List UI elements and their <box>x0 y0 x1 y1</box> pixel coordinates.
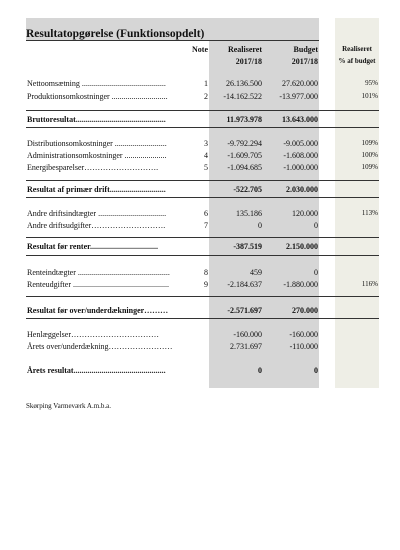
row-label: Nettoomsætning .......................................... <box>27 79 166 88</box>
row-label: Distributionsomkostninger .......................... <box>27 139 167 148</box>
row-label: Årets resultat.............................................. <box>27 366 166 375</box>
row-realiseret: 2.731.697 <box>230 342 262 351</box>
row-label: Andre driftsindtægter .................................. <box>27 209 167 218</box>
budget-year-header: 2017/18 <box>291 57 318 66</box>
row-label: Administrationsomkostninger ..................... <box>27 151 167 160</box>
row-pct: 95% <box>365 79 378 87</box>
realiseret-year-header: 2017/18 <box>235 57 262 66</box>
row-pct: 101% <box>361 92 378 100</box>
row-budget: -160.000 <box>289 330 318 339</box>
row-resultat-primaer-drift <box>0 184 400 195</box>
row-andre-driftsindtaegter <box>0 208 400 219</box>
note-header: Note <box>192 45 208 54</box>
budget-header: Budget <box>293 45 318 54</box>
row-label: Energibesparelser………………………. <box>27 163 159 172</box>
row-realiseret: 26.136.500 <box>226 79 262 88</box>
row-administrationsomkostninger <box>0 150 400 161</box>
row-note: 6 <box>204 209 208 218</box>
pct-subheader: % af budget <box>338 57 376 65</box>
row-resultat-foer-overdaekning <box>0 305 400 316</box>
rule <box>26 237 379 238</box>
row-note: 5 <box>204 163 208 172</box>
row-label: Resultat før renter.................................. <box>27 242 158 251</box>
row-pct: 113% <box>361 209 378 217</box>
row-realiseret: -387.519 <box>233 242 262 251</box>
rule <box>26 197 379 198</box>
row-budget: 27.620.000 <box>282 79 318 88</box>
page-title: Resultatopgørelse (Funktionsopdelt) <box>26 28 205 40</box>
row-budget: 13.643.000 <box>282 115 318 124</box>
row-budget: 0 <box>314 268 318 277</box>
row-aarets-resultat <box>0 365 400 376</box>
rule <box>26 255 379 256</box>
row-distributionsomkostninger <box>0 138 400 149</box>
row-budget: -1.608.000 <box>283 151 318 160</box>
rule <box>26 296 379 297</box>
footer-company: Skørping Varmeværk A.m.b.a. <box>26 402 112 410</box>
row-budget: 0 <box>314 366 318 375</box>
row-note: 8 <box>204 268 208 277</box>
row-label: Resultat før over/underdækninger……… <box>27 306 169 315</box>
row-note: 2 <box>204 92 208 101</box>
row-note: 4 <box>204 151 208 160</box>
row-label: Andre driftsudgifter………………………. <box>27 221 166 230</box>
row-budget: -110.000 <box>289 342 318 351</box>
row-pct: 109% <box>361 139 378 147</box>
row-budget: 120.000 <box>292 209 318 218</box>
row-andre-driftsudgifter <box>0 220 400 231</box>
row-budget: 2.030.000 <box>286 185 318 194</box>
row-budget: 0 <box>314 221 318 230</box>
row-label: Resultat af primær drift............................ <box>27 185 166 194</box>
row-nettoomsaetning <box>0 78 400 89</box>
row-budget: -1.000.000 <box>283 163 318 172</box>
row-note: 1 <box>204 79 208 88</box>
row-note: 7 <box>204 221 208 230</box>
row-renteudgifter <box>0 279 400 290</box>
row-budget: -13.977.000 <box>279 92 318 101</box>
row-realiseret: -14.162.522 <box>223 92 262 101</box>
row-renteindtaegter <box>0 267 400 278</box>
row-henlaeggelser <box>0 329 400 340</box>
row-energibesparelser <box>0 162 400 173</box>
row-note: 9 <box>204 280 208 289</box>
row-label: Renteindtægter .............................................. <box>27 268 170 277</box>
row-realiseret: -9.792.294 <box>227 139 262 148</box>
row-note: 3 <box>204 139 208 148</box>
row-realiseret: -522.705 <box>233 185 262 194</box>
row-realiseret: -1.609.705 <box>227 151 262 160</box>
row-realiseret: -2.184.637 <box>227 280 262 289</box>
row-label: Bruttoresultat............................................. <box>27 115 166 124</box>
row-budget: -1.880.000 <box>283 280 318 289</box>
row-budget: -9.005.000 <box>283 139 318 148</box>
row-bruttoresultat <box>0 114 400 125</box>
row-resultat-foer-renter <box>0 241 400 252</box>
row-pct: 100% <box>361 151 378 159</box>
row-realiseret: -160.000 <box>233 330 262 339</box>
row-realiseret: 0 <box>258 366 262 375</box>
row-label: Henlæggelser…………………………… <box>27 330 159 339</box>
row-budget: 2.150.000 <box>286 242 318 251</box>
row-pct: 116% <box>361 280 378 288</box>
pct-header: Realiseret <box>342 45 372 53</box>
rule <box>26 127 379 128</box>
realiseret-header: Realiseret <box>227 45 262 54</box>
row-realiseret: 11.973.978 <box>226 115 262 124</box>
rule <box>26 180 379 181</box>
row-realiseret: -2.571.697 <box>227 306 262 315</box>
row-realiseret: 459 <box>250 268 262 277</box>
rule <box>26 110 379 111</box>
row-produktionsomkostninger <box>0 91 400 102</box>
row-label: Årets over/underdækning…………………… <box>27 342 173 351</box>
row-pct: 109% <box>361 163 378 171</box>
row-realiseret: -1.094.685 <box>227 163 262 172</box>
rule <box>26 318 379 319</box>
row-realiseret: 0 <box>258 221 262 230</box>
title-underline <box>26 40 319 41</box>
row-aarets-overdaekning <box>0 341 400 352</box>
row-label: Produktionsomkostninger ............................ <box>27 92 168 101</box>
row-budget: 270.000 <box>292 306 318 315</box>
row-label: Renteudgifter ................................................ <box>27 280 169 289</box>
row-realiseret: 135.186 <box>236 209 262 218</box>
